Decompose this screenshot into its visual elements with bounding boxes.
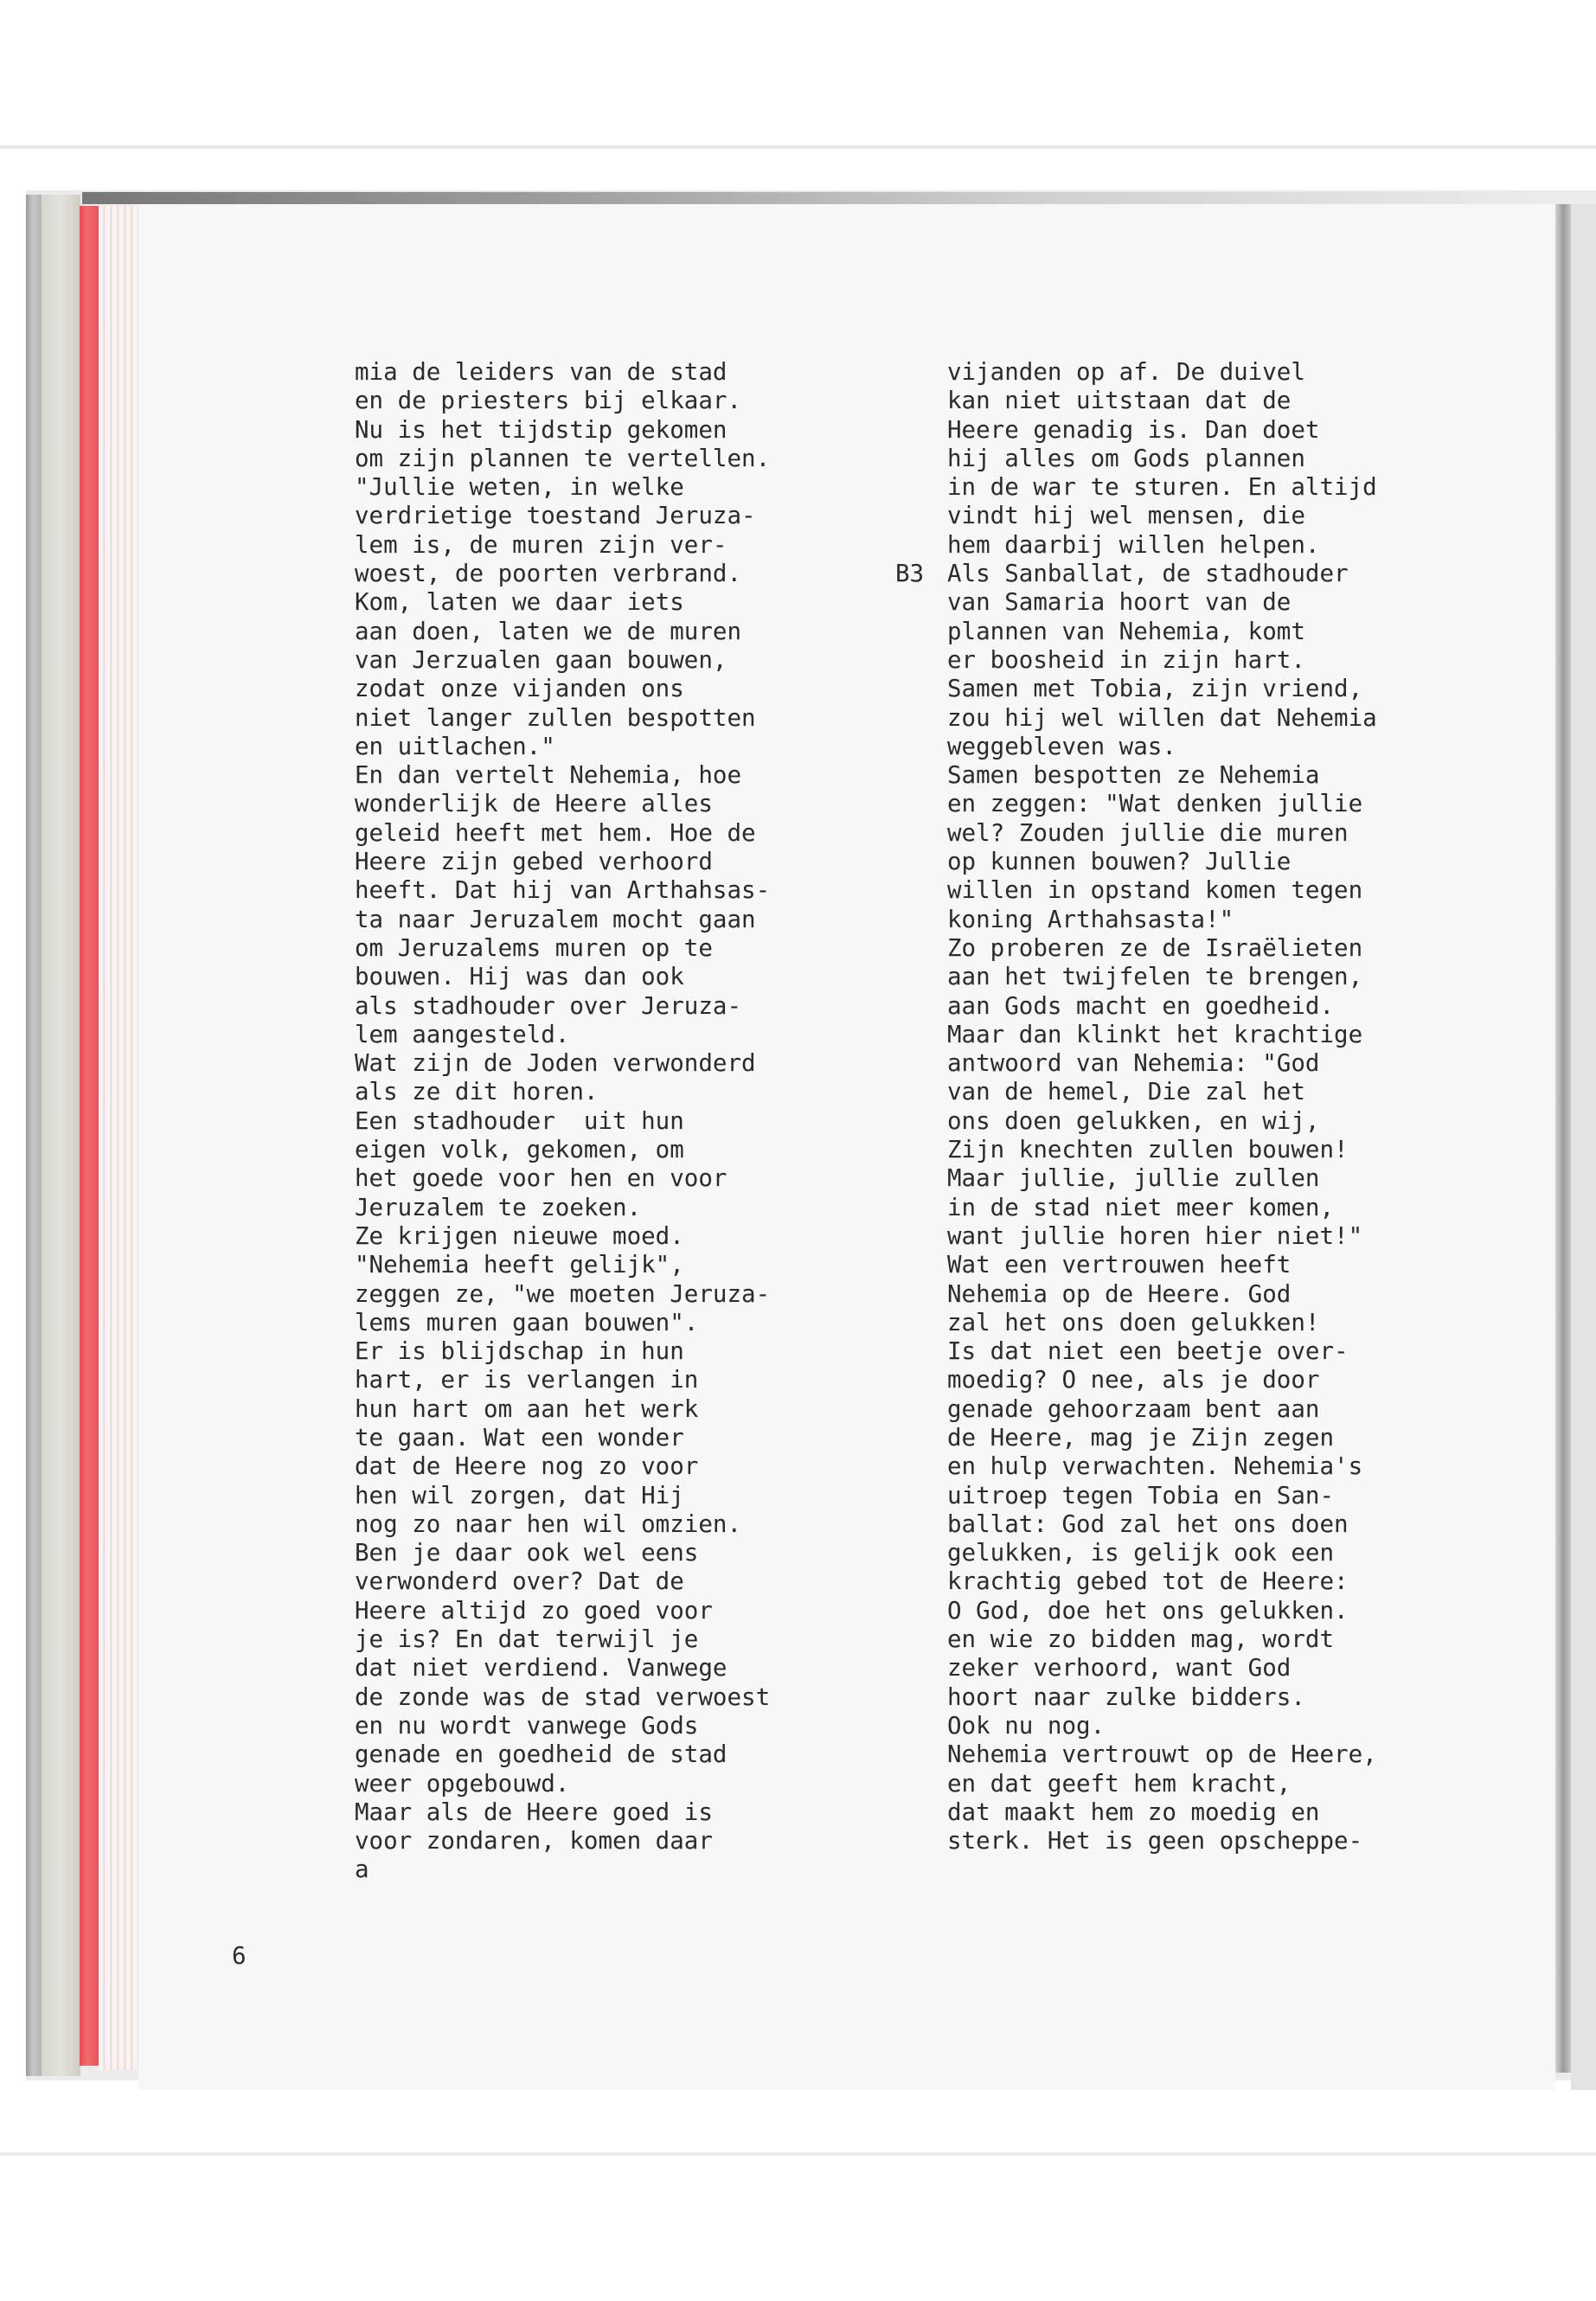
text-line: aan doen, laten we de muren [355,617,742,645]
text-line: Wat een vertrouwen heeft [947,1251,1292,1279]
text-line: om Jeruzalems muren op te [355,933,713,962]
text-line: Zijn knechten zullen bouwen! [947,1136,1349,1164]
text-line: Nu is het tijdstip gekomen [355,415,727,444]
text-line: en nu wordt vanwege Gods [355,1711,699,1740]
text-line: sterk. Het is geen opscheppe- [947,1827,1363,1856]
text-line: Kom, laten we daar iets [355,588,684,617]
text-line: woest, de poorten verbrand. [355,560,742,588]
text-line: aan het twijfelen te brengen, [947,963,1363,991]
text-line: willen in opstand komen tegen [947,876,1363,905]
text-line: a [355,1856,369,1884]
text-line: "Jullie weten, in welke [355,473,684,502]
scan-edge-top [0,145,1596,149]
text-line: van Samaria hoort van de [947,588,1292,617]
page-number: 6 [232,1942,247,1970]
text-line: dat niet verdiend. Vanwege [355,1654,727,1682]
text-line: En dan vertelt Nehemia, hoe [355,761,742,790]
text-line: de Heere, mag je Zijn zegen [947,1423,1335,1452]
text-line: het goede voor hen en voor [355,1164,727,1193]
text-line: Maar jullie, jullie zullen [947,1164,1320,1193]
text-line: van Jerzualen gaan bouwen, [355,645,727,674]
text-line: er boosheid in zijn hart. [947,645,1305,674]
text-line: bouwen. Hij was dan ook [355,963,684,991]
text-line: verwonderd over? Dat de [355,1567,684,1596]
text-line: heeft. Dat hij van Arthahsas- [355,876,771,905]
text-line: Maar als de Heere goed is [355,1798,713,1826]
text-line: te gaan. Wat een wonder [355,1423,684,1452]
red-page-edge [80,206,99,2066]
text-line: Maar dan klinkt het krachtige [947,1020,1363,1048]
text-line: gelukken, is gelijk ook een [947,1539,1335,1567]
text-line: om zijn plannen te vertellen. [355,444,771,472]
text-line: Een stadhouder uit hun [355,1106,684,1135]
text-line: ta naar Jeruzalem mocht gaan [355,905,756,933]
text-line: weer opgebouwd. [355,1769,570,1798]
text-line: Heere zijn gebed verhoord [355,848,713,876]
text-line: zou hij wel willen dat Nehemia [947,703,1377,732]
text-line: want jullie horen hier niet!" [947,1221,1363,1250]
text-line: vindt hij wel mensen, die [947,502,1305,530]
text-line: zal het ons doen gelukken! [947,1308,1320,1336]
text-line: in de stad niet meer komen, [947,1193,1335,1221]
text-line: Er is blijdschap in hun [355,1337,684,1366]
text-line: zeker verhoord, want God [947,1654,1292,1682]
text-line: Heere genadig is. Dan doet [947,415,1320,444]
text-line: voor zondaren, komen daar [355,1827,713,1856]
text-line: en zeggen: "Wat denken jullie [947,790,1363,818]
text-line: genade en goedheid de stad [355,1740,727,1769]
text-line: mia de leiders van de stad [355,358,727,386]
margin-mark: B3 [895,560,925,587]
scan-edge-bottom [0,2152,1596,2156]
text-line: dat de Heere nog zo voor [355,1452,699,1481]
text-line: en hulp verwachten. Nehemia's [947,1452,1363,1481]
text-line: wel? Zouden jullie die muren [947,818,1349,847]
book-cover-edge [42,195,80,2076]
text-line: nog zo naar hen wil omzien. [355,1509,742,1538]
text-line: je is? En dat terwijl je [355,1625,699,1654]
text-line: aan Gods macht en goedheid. [947,991,1335,1020]
text-line: lem aangesteld. [355,1020,570,1048]
text-line: niet langer zullen bespotten [355,703,756,732]
text-line: en dat geeft hem kracht, [947,1769,1292,1798]
text-line: verdrietige toestand Jeruza- [355,502,756,530]
text-line: en uitlachen." [355,732,555,760]
right-background [1571,204,1596,2090]
text-line: plannen van Nehemia, komt [947,617,1305,645]
text-line: lem is, de muren zijn ver- [355,530,727,559]
text-line: Heere altijd zo goed voor [355,1596,713,1625]
text-line: Wat zijn de Joden verwonderd [355,1049,756,1078]
text-line: O God, doe het ons gelukken. [947,1596,1349,1625]
text-line: hen wil zorgen, dat Hij [355,1481,684,1509]
text-line: uitroep tegen Tobia en San- [947,1481,1335,1509]
text-line: krachtig gebed tot de Heere: [947,1567,1349,1596]
text-line: dat maakt hem zo moedig en [947,1798,1320,1826]
text-line: hoort naar zulke bidders. [947,1682,1305,1711]
text-line: koning Arthahsasta!" [947,905,1234,933]
text-line: ballat: God zal het ons doen [947,1509,1349,1538]
right-page-edge [1555,204,1571,2073]
left-text-column [355,358,770,1885]
text-line: hart, er is verlangen in [355,1366,699,1394]
text-line: van de hemel, Die zal het [947,1078,1305,1106]
text-line: Ook nu nog. [947,1711,1106,1740]
text-line: Als Sanballat, de stadhouder [947,560,1349,588]
text-line: moedig? O nee, als je door [947,1366,1320,1394]
text-line: de zonde was de stad verwoest [355,1682,771,1711]
text-line: en wie zo bidden mag, wordt [947,1625,1335,1654]
text-line: ons doen gelukken, en wij, [947,1106,1320,1135]
text-line: "Nehemia heeft gelijk", [355,1251,684,1279]
text-line: Samen bespotten ze Nehemia [947,761,1320,790]
text-line: in de war te sturen. En altijd [947,473,1377,502]
text-line: op kunnen bouwen? Jullie [947,848,1292,876]
text-line: geleid heeft met hem. Hoe de [355,818,756,847]
text-line: zodat onze vijanden ons [355,675,684,703]
book-spine [26,195,42,2076]
text-line: Samen met Tobia, zijn vriend, [947,675,1363,703]
text-line: wonderlijk de Heere alles [355,790,713,818]
text-line: hij alles om Gods plannen [947,444,1305,472]
text-line: als stadhouder over Jeruza- [355,991,742,1020]
text-line: hem daarbij willen helpen. [947,530,1320,559]
text-line: eigen volk, gekomen, om [355,1136,684,1164]
text-line: als ze dit horen. [355,1078,599,1106]
text-line: lems muren gaan bouwen". [355,1308,699,1336]
text-line: Zo proberen ze de Israëlieten [947,933,1363,962]
text-line: weggebleven was. [947,732,1176,760]
text-line: en de priesters bij elkaar. [355,387,742,415]
text-line: Ze krijgen nieuwe moed. [355,1221,684,1250]
text-line: Nehemia op de Heere. God [947,1279,1292,1308]
text-line: genade gehoorzaam bent aan [947,1394,1320,1423]
right-text-column [947,358,1377,1856]
text-line: zeggen ze, "we moeten Jeruza- [355,1279,771,1308]
text-line: vijanden op af. De duivel [947,358,1305,386]
text-line: Is dat niet een beetje over- [947,1337,1349,1366]
text-line: kan niet uitstaan dat de [947,387,1292,415]
text-line: Ben je daar ook wel eens [355,1539,699,1567]
text-line: hun hart om aan het werk [355,1394,699,1423]
text-line: antwoord van Nehemia: "God [947,1049,1320,1078]
text-line: Nehemia vertrouwt op de Heere, [947,1740,1377,1769]
top-shadow [82,192,1553,204]
text-line: Jeruzalem te zoeken. [355,1193,642,1221]
